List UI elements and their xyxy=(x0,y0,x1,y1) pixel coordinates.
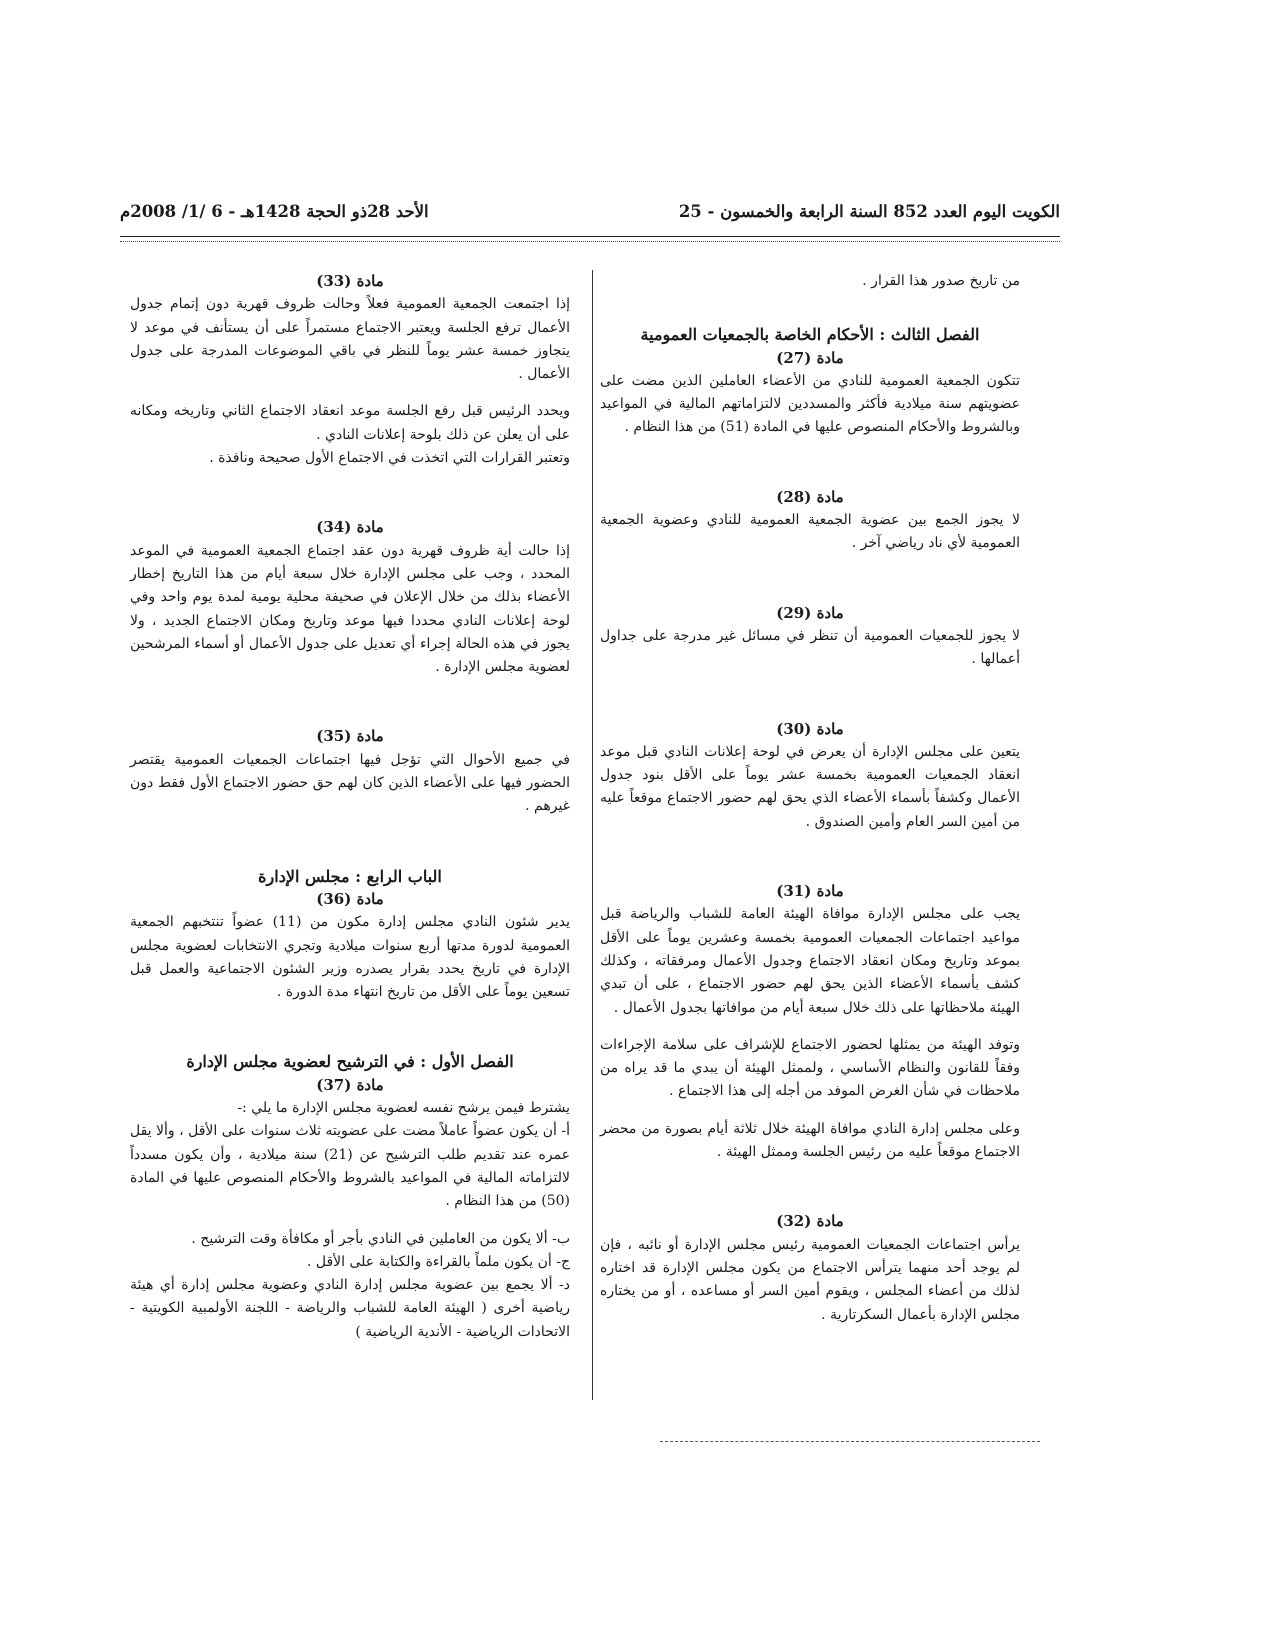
left-column xyxy=(130,270,570,1344)
article-37-item-c: ج- أن يكون ملماً بالقراءة والكتابة على الأقل . xyxy=(306,1253,570,1270)
article-37-item-a: أ- أن يكون عضواً عاملاً مضت على عضويته ثلاث سنوات على الأقل ، وألا يقل عمره عند تقديم طلب الترشيح عن (21) سنة ميلادية ، وأن يكون مسدداً لالتزاماته المالية في المواعيد بالشروط والأحكام المنصوص عليها في المادة (50) من هذا النظام . xyxy=(130,1123,571,1210)
article-33-text-3: وتعتبر القرارات التي اتخذت في الاجتماع الأول صحيحة ونافذة . xyxy=(209,450,570,467)
article-30-text: يتعين على مجلس الإدارة أن يعرض في لوحة إعلانات النادي قبل موعد انعقاد الجمعيات العمومية بخمسة عشر يوماً على الأقل بنود جدول الأعمال وكشفاً بأسماء الأعضاء الذي يحق لهم حضور الاجتماع موقعاً عليه من أمين السر العام وأمين الصندوق . xyxy=(600,743,1020,830)
header-rule-dotted xyxy=(120,241,1060,242)
article-31-heading: مادة (31) xyxy=(776,882,844,901)
article-36-text: يدير شئون النادي مجلس إدارة مكون من (11) عضواً تنتخبهم الجمعية العمومية لدورة مدتها أربع سنوات ميلادية وتجري الانتخابات لعضوية مجلس الإدارة في تاريخ يحدد بقرار يصدره وزير الشئون الاجتماعية والعمل قبل تسعين يوماً على الأقل من تاريخ انتهاء مدة الدورة . xyxy=(130,914,570,1001)
article-34-text: إذا حالت أية ظروف قهرية دون عقد اجتماع الجمعية العمومية في الموعد المحدد ، وجب على مجلس الإدارة خلال سبعة أيام من هذا التاريخ إخطار الأعضاء بذلك من خلال الإعلان في صحيفة محلية يومية لمدة يوم واحد وفي لوحة إعلانات النادي محددا فيها موعد وتاريخ ومكان الاجتماع الجديد ، ولا يجوز في هذه الحالة إجراء أي تعديل على جدول الأعمال أو أسماء المرشحين لعضوية مجلس الإدارة . xyxy=(130,542,570,676)
article-31-text-1: يجب على مجلس الإدارة موافاة الهيئة العامة للشباب والرياضة قبل مواعيد اجتماعات الجمعيات العمومية بخمسة وعشرين يوماً على الأقل بموعد وتاريخ ومكان انعقاد الاجتماع وجدول الأعمال ومرفقاته ، وكذلك كشف بأسماء الأعضاء الذين يحق لهم حضور الاجتماع ، على أن تبدي الهيئة ملاحظاتها على ذلك خلال سبعة أيام من موافاتها بجدول الأعمال . xyxy=(600,906,1020,1016)
article-33-heading: مادة (33) xyxy=(316,272,384,290)
chapter-1-title: الفصل الأول : في الترشيح لعضوية مجلس الإدارة xyxy=(186,1052,514,1072)
article-27-text: تتكون الجمعية العمومية للنادي من الأعضاء العاملين الذين مضت على عضويتهم سنة ميلادية فأكثر والمسددين لالتزاماتهم المالية في المواعيد وبالشروط والأحكام المنصوص عليها في المادة (51) من هذا النظام . xyxy=(600,372,1020,436)
article-36-heading: مادة (36) xyxy=(316,889,384,908)
article-37-item-d: د- ألا يجمع بين عضوية مجلس إدارة النادي وعضوية مجلس إدارة أي هيئة رياضية أخرى ( الهيئة العامة للشباب والرياضة - اللجنة الأولمبية الكويتية - الاتحادات الرياضية - الأندية الرياضية ) xyxy=(130,1277,570,1340)
article-37-heading: مادة (37) xyxy=(316,1075,384,1094)
page-header-issue: الكويت اليوم العدد 852 السنة الرابعة والخمسون - 25 xyxy=(678,202,1060,221)
article-31-text-3: وعلى مجلس إدارة النادي موافاة الهيئة خلال ثلاثة أيام بصورة من محضر الاجتماع موقعاً عليه من رئيس الجلسة وممثل الهيئة . xyxy=(600,1120,1020,1161)
intro-text: من تاريخ صدور هذا القرار . xyxy=(862,273,1020,289)
article-37-intro: يشترط فيمن يرشح نفسه لعضوية مجلس الإدارة ما يلي :- xyxy=(237,1100,570,1117)
article-34-heading: مادة (34) xyxy=(316,518,384,537)
column-divider xyxy=(592,270,593,1400)
article-28-heading: مادة (28) xyxy=(776,487,844,506)
article-30-heading: مادة (30) xyxy=(776,719,844,738)
article-37-item-b: ب- ألا يكون من العاملين في النادي بأجر أو مكافأة وقت الترشيح . xyxy=(191,1230,570,1247)
article-29-heading: مادة (29) xyxy=(776,603,844,622)
article-35-heading: مادة (35) xyxy=(316,727,384,746)
part-4-title: الباب الرابع : مجلس الإدارة xyxy=(258,866,442,886)
article-31-text-2: وتوفد الهيئة من يمثلها لحضور الاجتماع للإشراف على سلامة الإجراءات وفقاً للقانون والنظام الأساسي ، ولممثل الهيئة أن يبدي ما قد يراه من ملاحظات في شأن الغرض الموفد من أجله إلى هذا الاجتماع . xyxy=(600,1036,1020,1100)
article-32-text: يرأس اجتماعات الجمعيات العمومية رئيس مجلس الإدارة أو نائبه ، فإن لم يوجد أحد منهما يترأس الاجتماع من يكون مجلس الإدارة قد اختاره لذلك من أعضاء المجلس ، ويقوم أمين السر أو مساعده ، أو من يختاره مجلس الإدارة بأعمال السكرتارية . xyxy=(600,1236,1020,1323)
article-32-heading: مادة (32) xyxy=(776,1212,844,1231)
right-column xyxy=(600,270,1020,1327)
chapter-3-title: الفصل الثالث : الأحكام الخاصة بالجمعيات العمومية xyxy=(640,325,980,345)
article-29-text: لا يجوز للجمعيات العمومية أن تنظر في مسائل غير مدرجة على جداول أعمالها . xyxy=(600,627,1020,668)
header-rule xyxy=(120,236,1060,237)
page-header-date: الأحد 28ذو الحجة 1428هـ - 6 /1/ 2008م xyxy=(120,202,429,221)
footer-rule xyxy=(660,1441,1040,1442)
article-33-text-2: ويحدد الرئيس قبل رفع الجلسة موعد انعقاد الاجتماع الثاني وتاريخه ومكانه على أن يعلن عن ذلك بلوحة إعلانات النادي . xyxy=(130,403,570,443)
article-28-text: لا يجوز الجمع بين عضوية الجمعية العمومية للنادي وعضوية الجمعية العمومية لأي ناد رياضي آخر . xyxy=(600,512,1020,552)
article-27-heading: مادة (27) xyxy=(776,348,844,367)
article-35-text: في جميع الأحوال التي تؤجل فيها اجتماعات الجمعيات العمومية يقتصر الحضور فيها على الأعضاء الذين كان لهم حق حضور الاجتماع الأول فقط دون غيرهم . xyxy=(130,751,570,815)
article-33-text-1: إذا اجتمعت الجمعية العمومية فعلاً وحالت ظروف قهرية دون إتمام جدول الأعمال ترفع الجلسة ويعتبر الاجتماع مستمراً على أن يستأنف في موعد لا يتجاوز خمسة عشر يوماً للنظر في باقي الموضوعات المدرجة على جدول الأعمال . xyxy=(130,296,570,383)
